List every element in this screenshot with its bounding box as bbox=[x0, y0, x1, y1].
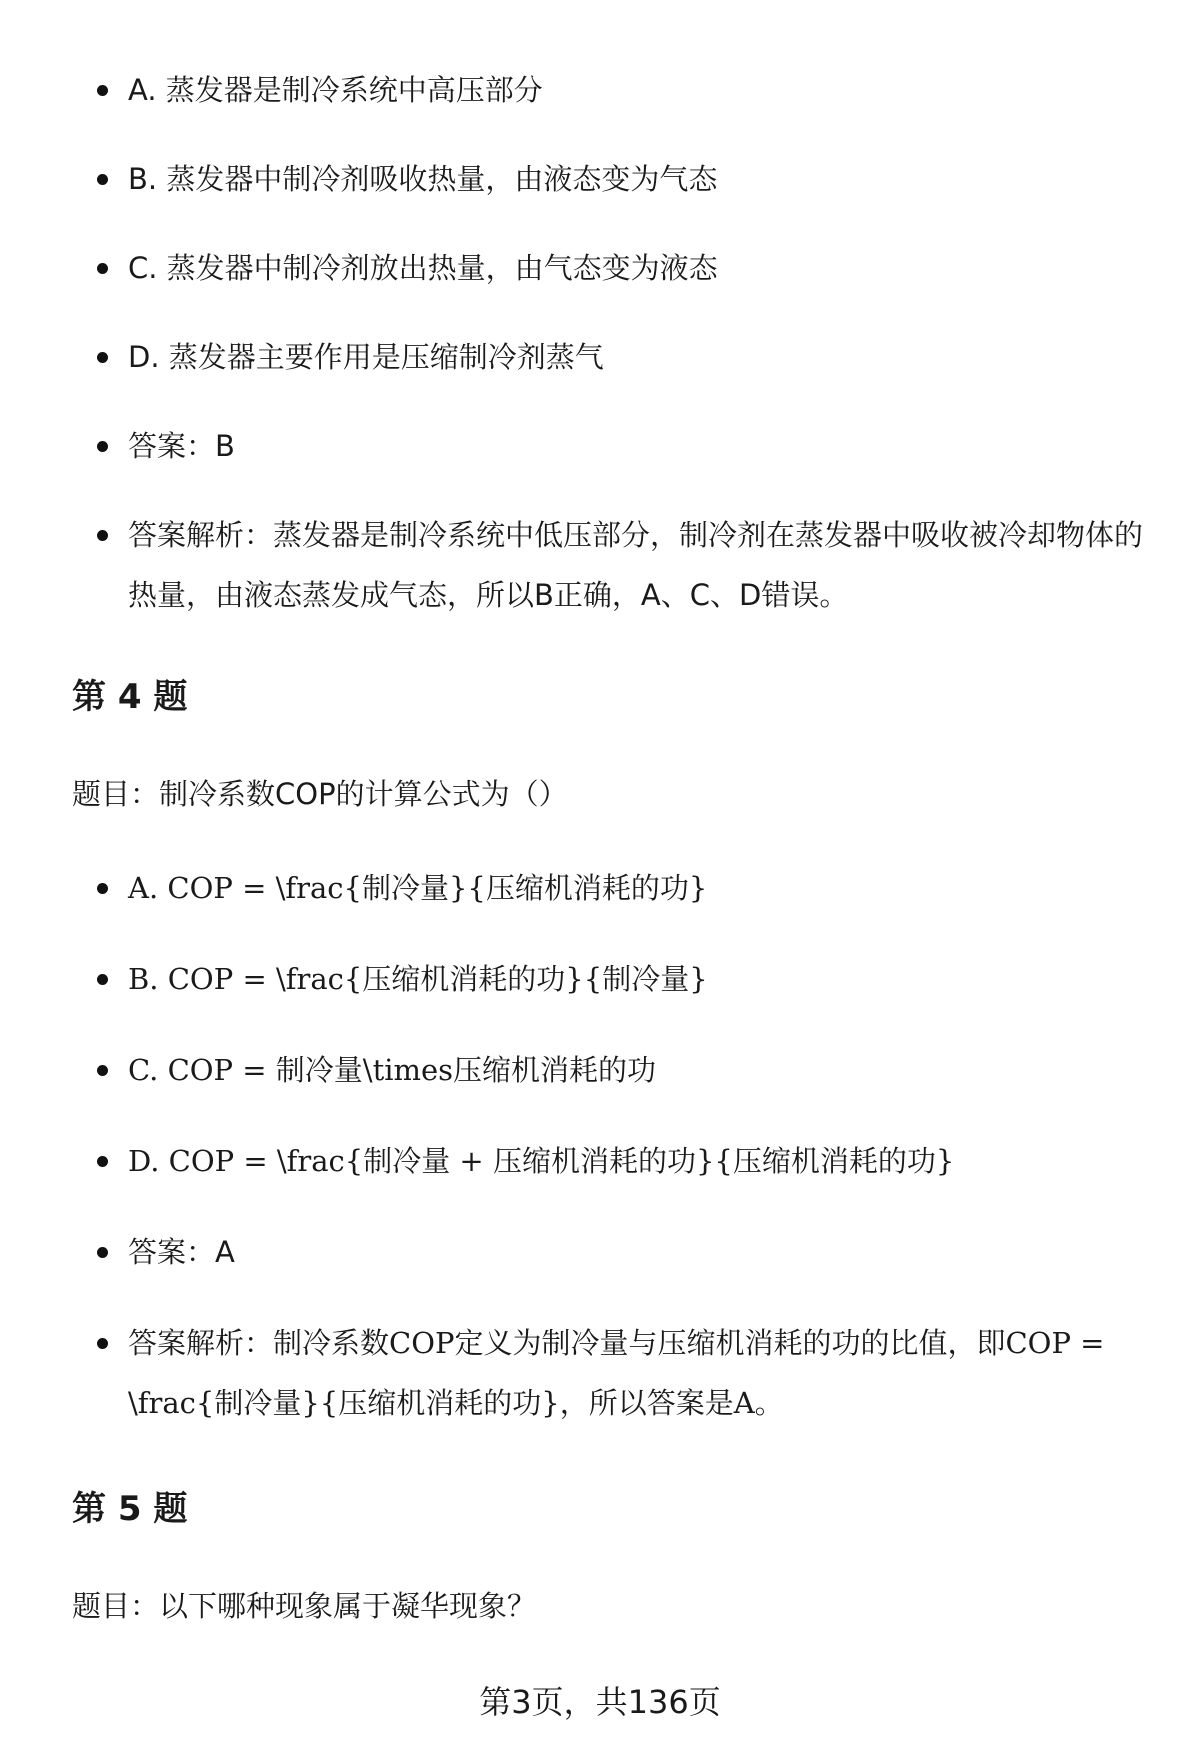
page-number-footer: 第3页，共136页 bbox=[479, 1683, 721, 1721]
explanation-text: 答案解析：制冷系数COP定义为制冷量与压缩机消耗的功的比值，即COP = \frac{制冷量}{压缩机消耗的功}，所以答案是A。 bbox=[128, 1326, 1105, 1420]
bullet-icon bbox=[97, 441, 108, 452]
option-a-text: A. 蒸发器是制冷系统中高压部分 bbox=[128, 73, 543, 107]
answer-text: 答案：A bbox=[128, 1235, 235, 1269]
option-d-text: D. 蒸发器主要作用是压缩制冷剂蒸气 bbox=[128, 340, 604, 374]
answer-text: 答案：B bbox=[128, 429, 235, 463]
bullet-icon bbox=[97, 530, 108, 541]
list-item bbox=[0, 1313, 1200, 1433]
list-item bbox=[0, 1222, 1200, 1282]
list-item bbox=[0, 149, 1200, 209]
bullet-icon bbox=[97, 85, 108, 96]
option-c-text: C. COP = 制冷量\times压缩机消耗的功 bbox=[128, 1053, 657, 1087]
q3-option-list bbox=[0, 60, 1200, 654]
list-item bbox=[0, 949, 1200, 1009]
question-5-text: 题目：以下哪种现象属于凝华现象？ bbox=[72, 1589, 537, 1623]
list-item bbox=[0, 1040, 1200, 1100]
list-item bbox=[0, 60, 1200, 120]
bullet-icon bbox=[97, 883, 108, 894]
list-item bbox=[0, 238, 1200, 298]
bullet-icon bbox=[97, 263, 108, 274]
option-b-text: B. 蒸发器中制冷剂吸收热量，由液态变为气态 bbox=[128, 162, 718, 196]
list-item bbox=[0, 327, 1200, 387]
option-b-text: B. COP = \frac{压缩机消耗的功}{制冷量} bbox=[128, 962, 708, 996]
explanation-text: 答案解析：蒸发器是制冷系统中低压部分，制冷剂在蒸发器中吸收被冷却物体的热量，由液态蒸发成气态，所以B正确，A、C、D错误。 bbox=[128, 518, 1144, 612]
option-c-text: C. 蒸发器中制冷剂放出热量，由气态变为液态 bbox=[128, 251, 718, 285]
bullet-icon bbox=[97, 1156, 108, 1167]
bullet-icon bbox=[97, 1247, 108, 1258]
question-4-text: 题目：制冷系数COP的计算公式为（） bbox=[72, 777, 568, 811]
bullet-icon bbox=[97, 352, 108, 363]
bullet-icon bbox=[97, 1065, 108, 1076]
question-4-heading: 第 4 题 bbox=[72, 677, 188, 717]
bullet-icon bbox=[97, 174, 108, 185]
list-item bbox=[0, 505, 1200, 625]
option-d-text: D. COP = \frac{制冷量 + 压缩机消耗的功}{压缩机消耗的功} bbox=[128, 1144, 955, 1178]
list-item bbox=[0, 858, 1200, 918]
list-item bbox=[0, 1131, 1200, 1191]
question-5-heading: 第 5 题 bbox=[72, 1489, 188, 1529]
option-a-text: A. COP = \frac{制冷量}{压缩机消耗的功} bbox=[128, 871, 708, 905]
bullet-icon bbox=[97, 1338, 108, 1349]
q4-option-list bbox=[0, 858, 1200, 1464]
list-item bbox=[0, 416, 1200, 476]
bullet-icon bbox=[97, 974, 108, 985]
